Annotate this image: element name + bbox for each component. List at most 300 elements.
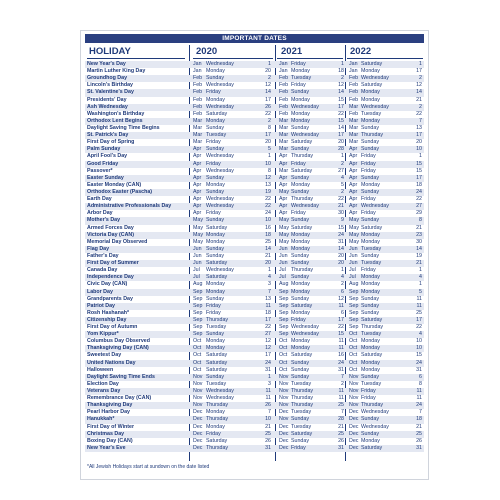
month-cell: Jan (193, 68, 202, 75)
weekday-cell: Friday (291, 316, 306, 323)
day-cell: 11 (338, 338, 344, 345)
month-cell: Apr (279, 160, 288, 167)
day-cell: 17 (338, 316, 344, 323)
table-row (85, 395, 424, 402)
table-row (85, 260, 424, 267)
month-cell: Apr (279, 203, 288, 210)
weekday-cell: Wednesday (206, 82, 234, 89)
month-cell: May (193, 238, 204, 245)
weekday-cell: Monday (361, 288, 380, 295)
weekday-cell: Thursday (206, 402, 229, 409)
weekday-cell: Monday (361, 437, 380, 444)
calendar-sheet (80, 30, 429, 480)
month-cell: Apr (349, 153, 358, 160)
day-cell: 1 (341, 267, 344, 274)
day-cell: 11 (338, 388, 344, 395)
day-cell: 27 (338, 167, 344, 174)
month-cell: Aug (279, 281, 289, 288)
holiday-name: Citizenship Day (87, 316, 127, 323)
month-cell: Apr (349, 203, 358, 210)
weekday-cell: Tuesday (361, 260, 382, 267)
weekday-cell: Sunday (291, 89, 309, 96)
table-row (85, 139, 424, 146)
table-row (85, 438, 424, 445)
day-cell: 2 (341, 160, 344, 167)
table-row (85, 104, 424, 111)
day-cell: 31 (265, 444, 271, 451)
weekday-cell: Tuesday (361, 331, 382, 338)
day-cell: 17 (265, 96, 271, 103)
day-cell: 1 (341, 153, 344, 160)
day-cell: 1 (419, 281, 422, 288)
day-cell: 4 (341, 274, 344, 281)
day-cell: 2 (341, 281, 344, 288)
month-cell: Apr (279, 174, 288, 181)
month-cell: Mar (279, 167, 289, 174)
day-cell: 2 (419, 75, 422, 82)
day-cell: 14 (338, 89, 344, 96)
weekday-cell: Wednesday (206, 167, 234, 174)
month-cell: Apr (193, 210, 202, 217)
month-cell: Nov (279, 395, 289, 402)
day-cell: 9 (341, 217, 344, 224)
month-cell: Feb (279, 96, 289, 103)
weekday-cell: Monday (206, 68, 225, 75)
weekday-cell: Wednesday (206, 388, 234, 395)
month-cell: Apr (349, 174, 358, 181)
month-cell: Sep (193, 288, 203, 295)
weekday-cell: Friday (361, 167, 376, 174)
month-cell: Feb (349, 82, 359, 89)
day-cell: 10 (265, 160, 271, 167)
day-cell: 3 (268, 380, 271, 387)
day-cell: 25 (416, 430, 422, 437)
day-cell: 17 (265, 352, 271, 359)
table-row (85, 310, 424, 317)
weekday-cell: Friday (361, 395, 376, 402)
day-cell: 21 (416, 423, 422, 430)
month-cell: Apr (193, 146, 202, 153)
month-cell: Jun (279, 252, 288, 259)
weekday-cell: Tuesday (361, 110, 382, 117)
month-cell: Apr (349, 196, 358, 203)
day-cell: 14 (416, 245, 422, 252)
day-cell: 21 (265, 252, 271, 259)
month-cell: Mar (349, 124, 359, 131)
day-cell: 16 (265, 224, 271, 231)
weekday-cell: Sunday (291, 174, 309, 181)
month-cell: Dec (279, 430, 289, 437)
weekday-cell: Sunday (291, 260, 309, 267)
holiday-name: Memorial Day Observed (87, 238, 148, 245)
holiday-name: Election Day (87, 380, 119, 387)
month-cell: Nov (193, 388, 203, 395)
day-cell: 31 (338, 238, 344, 245)
day-cell: 22 (265, 196, 271, 203)
day-cell: 14 (416, 89, 422, 96)
day-cell: 11 (416, 302, 422, 309)
table-row (85, 338, 424, 345)
month-cell: Oct (279, 345, 288, 352)
weekday-cell: Saturday (206, 274, 228, 281)
table-row (85, 324, 424, 331)
weekday-cell: Tuesday (291, 380, 312, 387)
month-cell: Dec (349, 409, 359, 416)
holiday-name: Daylight Saving Time Begins (87, 124, 160, 131)
weekday-cell: Sunday (291, 437, 309, 444)
weekday-cell: Tuesday (291, 409, 312, 416)
day-cell: 7 (419, 409, 422, 416)
holiday-name: Mother's Day (87, 217, 121, 224)
holiday-name: Boxing Day (CAN) (87, 437, 133, 444)
day-cell: 3 (268, 281, 271, 288)
day-cell: 18 (265, 309, 271, 316)
day-cell: 28 (338, 146, 344, 153)
month-cell: Sep (193, 295, 203, 302)
month-cell: Feb (193, 96, 203, 103)
holiday-name: Remembrance Day (CAN) (87, 395, 152, 402)
weekday-cell: Wednesday (206, 267, 234, 274)
month-cell: Nov (349, 388, 359, 395)
weekday-cell: Monday (206, 117, 225, 124)
month-cell: Apr (279, 153, 288, 160)
day-cell: 24 (416, 359, 422, 366)
month-cell: Jun (279, 260, 288, 267)
month-cell: Feb (279, 82, 289, 89)
weekday-cell: Wednesday (291, 324, 319, 331)
day-cell: 2 (341, 75, 344, 82)
month-cell: Mar (279, 132, 289, 139)
weekday-cell: Tuesday (361, 380, 382, 387)
weekday-cell: Monday (291, 110, 310, 117)
day-cell: 4 (268, 274, 271, 281)
holiday-name: Civic Day (CAN) (87, 281, 128, 288)
day-cell: 11 (338, 345, 344, 352)
day-cell: 12 (265, 174, 271, 181)
month-cell: Dec (349, 430, 359, 437)
weekday-cell: Monday (361, 366, 380, 373)
day-cell: 10 (416, 146, 422, 153)
table-row (85, 175, 424, 182)
table-row (85, 296, 424, 303)
month-cell: Apr (193, 167, 202, 174)
day-cell: 31 (265, 366, 271, 373)
weekday-cell: Sunday (291, 252, 309, 259)
table-row (85, 402, 424, 409)
month-cell: Nov (193, 395, 203, 402)
month-cell: Jan (279, 61, 288, 67)
weekday-cell: Sunday (291, 359, 309, 366)
month-cell: Mar (349, 117, 359, 124)
month-cell: Apr (193, 181, 202, 188)
table-row (85, 409, 424, 416)
month-cell: Feb (193, 75, 203, 82)
weekday-cell: Thursday (291, 395, 314, 402)
banner-title: IMPORTANT DATES (85, 34, 424, 43)
weekday-cell: Sunday (206, 245, 224, 252)
table-row (85, 168, 424, 175)
weekday-cell: Monday (206, 338, 225, 345)
day-cell: 8 (419, 380, 422, 387)
table-row (85, 331, 424, 338)
day-cell: 20 (338, 252, 344, 259)
month-cell: Nov (279, 380, 289, 387)
weekday-cell: Monday (291, 96, 310, 103)
month-cell: Nov (279, 416, 289, 423)
day-cell: 22 (265, 324, 271, 331)
month-cell: Oct (349, 338, 358, 345)
weekday-cell: Friday (206, 160, 221, 167)
weekday-cell: Sunday (291, 124, 309, 131)
weekday-cell: Thursday (291, 388, 314, 395)
month-cell: Feb (349, 75, 359, 82)
day-cell: 13 (416, 124, 422, 131)
weekday-cell: Sunday (291, 274, 309, 281)
weekday-cell: Saturday (291, 352, 313, 359)
table-row (85, 267, 424, 274)
weekday-cell: Sunday (206, 75, 224, 82)
weekday-cell: Monday (206, 281, 225, 288)
month-cell: Apr (349, 188, 358, 195)
holiday-name: First Day of Autumn (87, 324, 138, 331)
weekday-cell: Wednesday (291, 132, 319, 139)
day-cell: 2 (419, 103, 422, 110)
table-row (85, 239, 424, 246)
day-cell: 11 (265, 395, 271, 402)
day-cell: 25 (265, 430, 271, 437)
day-cell: 15 (416, 167, 422, 174)
weekday-cell: Wednesday (361, 423, 389, 430)
day-cell: 4 (419, 331, 422, 338)
month-cell: Mar (193, 117, 203, 124)
day-cell: 30 (416, 238, 422, 245)
weekday-cell: Saturday (291, 430, 313, 437)
day-cell: 6 (419, 373, 422, 380)
day-cell: 17 (265, 132, 271, 139)
table-row (85, 289, 424, 296)
holiday-name: First Day of Spring (87, 139, 135, 146)
day-cell: 1 (419, 61, 422, 67)
day-cell: 1 (268, 373, 271, 380)
day-cell: 11 (416, 388, 422, 395)
day-cell: 17 (338, 132, 344, 139)
table-row (85, 232, 424, 239)
day-cell: 22 (265, 203, 271, 210)
day-cell: 23 (416, 231, 422, 238)
holiday-name: Pearl Harbor Day (87, 409, 130, 416)
day-cell: 8 (268, 167, 271, 174)
table-row (85, 132, 424, 139)
day-cell: 11 (416, 295, 422, 302)
weekday-cell: Wednesday (291, 331, 319, 338)
month-cell: Jul (349, 267, 356, 274)
month-cell: Apr (349, 181, 358, 188)
weekday-cell: Saturday (206, 437, 228, 444)
day-cell: 2 (341, 380, 344, 387)
holiday-name: Christmas Day (87, 430, 125, 437)
month-cell: Jul (349, 274, 356, 281)
weekday-cell: Wednesday (206, 203, 234, 210)
weekday-cell: Monday (206, 345, 225, 352)
day-cell: 24 (265, 210, 271, 217)
month-cell: Jan (279, 68, 288, 75)
month-cell: Jan (349, 68, 358, 75)
holiday-name: Independence Day (87, 274, 134, 281)
month-cell: Jan (193, 61, 202, 67)
day-cell: 12 (338, 82, 344, 89)
table-row (85, 374, 424, 381)
month-cell: Oct (349, 359, 358, 366)
month-cell: Dec (349, 444, 359, 451)
weekday-cell: Thursday (291, 267, 314, 274)
month-cell: May (349, 238, 360, 245)
weekday-cell: Sunday (206, 295, 224, 302)
holiday-name: Victoria Day (CAN) (87, 231, 134, 238)
day-cell: 1 (419, 153, 422, 160)
month-cell: May (279, 188, 290, 195)
day-cell: 20 (265, 68, 271, 75)
weekday-cell: Wednesday (206, 196, 234, 203)
weekday-cell: Sunday (206, 331, 224, 338)
month-cell: Jun (193, 260, 202, 267)
holiday-name: Arbor Day (87, 210, 113, 217)
day-cell: 1 (341, 61, 344, 67)
weekday-cell: Saturday (206, 224, 228, 231)
month-cell: Sep (279, 309, 289, 316)
month-cell: Aug (193, 281, 203, 288)
day-cell: 20 (416, 139, 422, 146)
holiday-name: Washington's Birthday (87, 110, 145, 117)
month-cell: Sep (193, 309, 203, 316)
table-row (85, 118, 424, 125)
day-cell: 18 (416, 416, 422, 423)
weekday-cell: Saturday (361, 82, 383, 89)
weekday-cell: Sunday (206, 373, 224, 380)
holiday-header: HOLIDAY (89, 46, 131, 57)
day-cell: 20 (265, 260, 271, 267)
month-cell: May (193, 224, 204, 231)
day-cell: 10 (265, 416, 271, 423)
day-cell: 31 (416, 366, 422, 373)
table-row (85, 125, 424, 132)
weekday-cell: Wednesday (361, 203, 389, 210)
weekday-cell: Thursday (361, 402, 384, 409)
day-cell: 12 (338, 295, 344, 302)
weekday-cell: Sunday (361, 139, 379, 146)
month-cell: Oct (279, 352, 288, 359)
holiday-name: Orthodox Lent Begins (87, 117, 143, 124)
month-cell: Jun (349, 252, 358, 259)
table-row (85, 61, 424, 68)
day-cell: 18 (338, 68, 344, 75)
day-cell: 15 (338, 331, 344, 338)
day-cell: 31 (338, 366, 344, 373)
weekday-cell: Tuesday (291, 75, 312, 82)
weekday-cell: Monday (291, 288, 310, 295)
weekday-cell: Saturday (361, 224, 383, 231)
month-cell: Apr (193, 174, 202, 181)
table-row (85, 303, 424, 310)
weekday-cell: Monday (291, 245, 310, 252)
weekday-cell: Wednesday (361, 409, 389, 416)
weekday-cell: Monday (206, 409, 225, 416)
day-cell: 30 (338, 210, 344, 217)
day-cell: 26 (265, 103, 271, 110)
day-cell: 12 (265, 82, 271, 89)
weekday-cell: Wednesday (361, 103, 389, 110)
month-cell: Feb (193, 110, 203, 117)
holiday-name: Orthodox Easter (Pascha) (87, 188, 153, 195)
holiday-name: Yom Kippur* (87, 331, 119, 338)
weekday-cell: Monday (361, 238, 380, 245)
day-cell: 5 (341, 181, 344, 188)
month-cell: Jan (349, 61, 358, 67)
day-cell: 7 (419, 117, 422, 124)
weekday-cell: Saturday (291, 302, 313, 309)
weekday-cell: Friday (361, 160, 376, 167)
month-cell: Feb (349, 110, 359, 117)
day-cell: 21 (265, 423, 271, 430)
day-cell: 24 (265, 359, 271, 366)
day-cell: 17 (416, 132, 422, 139)
holiday-name: Administrative Professionals Day (87, 203, 172, 210)
table-row (85, 424, 424, 431)
month-cell: Apr (193, 153, 202, 160)
month-cell: Jul (279, 274, 286, 281)
month-cell: Nov (349, 395, 359, 402)
month-cell: Sep (349, 324, 359, 331)
holiday-name: St. Valentine's Day (87, 89, 134, 96)
weekday-cell: Friday (291, 61, 306, 67)
weekday-cell: Friday (206, 89, 221, 96)
day-cell: 22 (265, 110, 271, 117)
day-cell: 11 (338, 302, 344, 309)
month-cell: Jun (349, 260, 358, 267)
weekday-cell: Sunday (361, 416, 379, 423)
month-cell: Sep (349, 302, 359, 309)
weekday-cell: Friday (291, 160, 306, 167)
month-cell: Nov (193, 373, 203, 380)
table-row (85, 274, 424, 281)
year-2020-header-rule (193, 58, 273, 59)
day-cell: 21 (416, 260, 422, 267)
weekday-cell: Sunday (206, 217, 224, 224)
month-cell: Dec (279, 423, 289, 430)
weekday-cell: Thursday (361, 132, 384, 139)
weekday-cell: Monday (291, 281, 310, 288)
month-cell: Mar (279, 146, 289, 153)
month-cell: Oct (279, 338, 288, 345)
month-cell: Dec (193, 409, 203, 416)
weekday-cell: Wednesday (291, 203, 319, 210)
table-row (85, 189, 424, 196)
holiday-name: Father's Day (87, 252, 119, 259)
day-cell: 18 (265, 231, 271, 238)
day-cell: 8 (268, 124, 271, 131)
weekday-cell: Friday (206, 309, 221, 316)
weekday-cell: Saturday (361, 316, 383, 323)
day-cell: 29 (416, 210, 422, 217)
weekday-cell: Monday (361, 274, 380, 281)
month-cell: Apr (349, 146, 358, 153)
weekday-cell: Friday (291, 210, 306, 217)
weekday-cell: Tuesday (361, 245, 382, 252)
month-cell: Feb (193, 82, 203, 89)
month-cell: Jun (349, 245, 358, 252)
table-row (85, 416, 424, 423)
table-row (85, 203, 424, 210)
day-cell: 25 (265, 238, 271, 245)
